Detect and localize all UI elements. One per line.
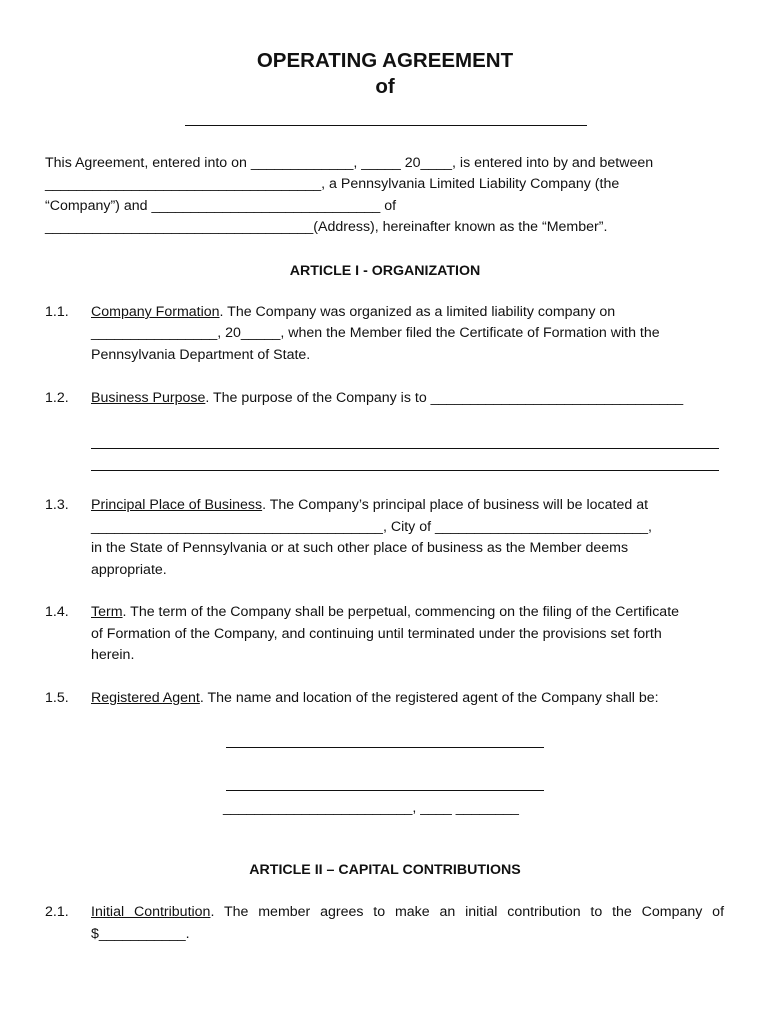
section-1-4-line-3: herein. (91, 647, 135, 663)
section-2-1-line-2: $___________. (91, 926, 190, 942)
section-text: . The member agrees to make an initial contribution to the Company of (210, 904, 725, 920)
agent-address-blank (226, 790, 544, 791)
section-text: . The Company was organized as a limited liability company on (219, 304, 616, 320)
section-text: . The Company’s principal place of business will be located at (262, 497, 649, 513)
section-number: 2.1. (45, 904, 69, 920)
section-title: Registered Agent (91, 690, 200, 706)
section-text: . The purpose of the Company is to ________________________________ (205, 390, 684, 406)
intro-line-3: “Company”) and _____________________________ of (45, 198, 397, 214)
article-1-heading: ARTICLE I - ORGANIZATION (289, 263, 481, 279)
agent-name-blank (226, 747, 544, 748)
company-name-blank (185, 125, 587, 126)
section-2-1-line-1 (91, 902, 724, 924)
section-text: . The term of the Company shall be perpetual, commencing on the filing of the Certificate (122, 604, 680, 620)
section-number: 1.1. (45, 304, 69, 320)
purpose-blank-line-2 (91, 470, 719, 471)
section-1-1-line-2: ________________, 20_____, when the Member filed the Certificate of Formation with the (91, 325, 660, 341)
section-1-1-line-3: Pennsylvania Department of State. (91, 347, 311, 363)
document-title: OPERATING AGREEMENT (256, 49, 514, 72)
article-2-heading: ARTICLE II – CAPITAL CONTRIBUTIONS (249, 862, 521, 878)
section-title: Business Purpose (91, 390, 206, 406)
section-title: Term (91, 604, 123, 620)
section-1-5-line-1 (91, 688, 659, 710)
section-number: 1.2. (45, 390, 69, 406)
intro-line-2: ___________________________________, a Pennsylvania Limited Liability Company (the (45, 176, 620, 192)
intro-line-1: This Agreement, entered into on _____________, _____ 20____, is entered into by and between (45, 155, 654, 171)
section-number: 1.5. (45, 690, 69, 706)
section-title: Initial Contribution (91, 904, 211, 920)
document-title-of: of (375, 75, 395, 98)
section-1-4-line-2: of Formation of the Company, and continuing until terminated under the provisions set forth (91, 626, 662, 642)
section-text: . The name and location of the registered agent of the Company shall be: (199, 690, 659, 706)
section-number: 1.4. (45, 604, 69, 620)
section-1-1-line-1 (91, 302, 615, 324)
section-title: Principal Place of Business (91, 497, 263, 513)
section-1-3-line-1 (91, 495, 648, 517)
section-1-3-line-4: appropriate. (91, 562, 167, 578)
section-1-3-line-2: _____________________________________, City of ___________________________, (91, 519, 652, 535)
section-number: 1.3. (45, 497, 69, 513)
section-title: Company Formation (91, 304, 220, 320)
section-1-2-line-1 (91, 388, 683, 410)
section-1-3-line-3: in the State of Pennsylvania or at such other place of business as the Member deems (91, 540, 629, 556)
intro-line-4: __________________________________(Address), hereinafter known as the “Member”. (45, 219, 608, 235)
agent-city-state-zip-blank: ________________________, ____ ________ (223, 800, 519, 816)
purpose-blank-line-1 (91, 448, 719, 449)
section-1-4-line-1 (91, 602, 679, 624)
